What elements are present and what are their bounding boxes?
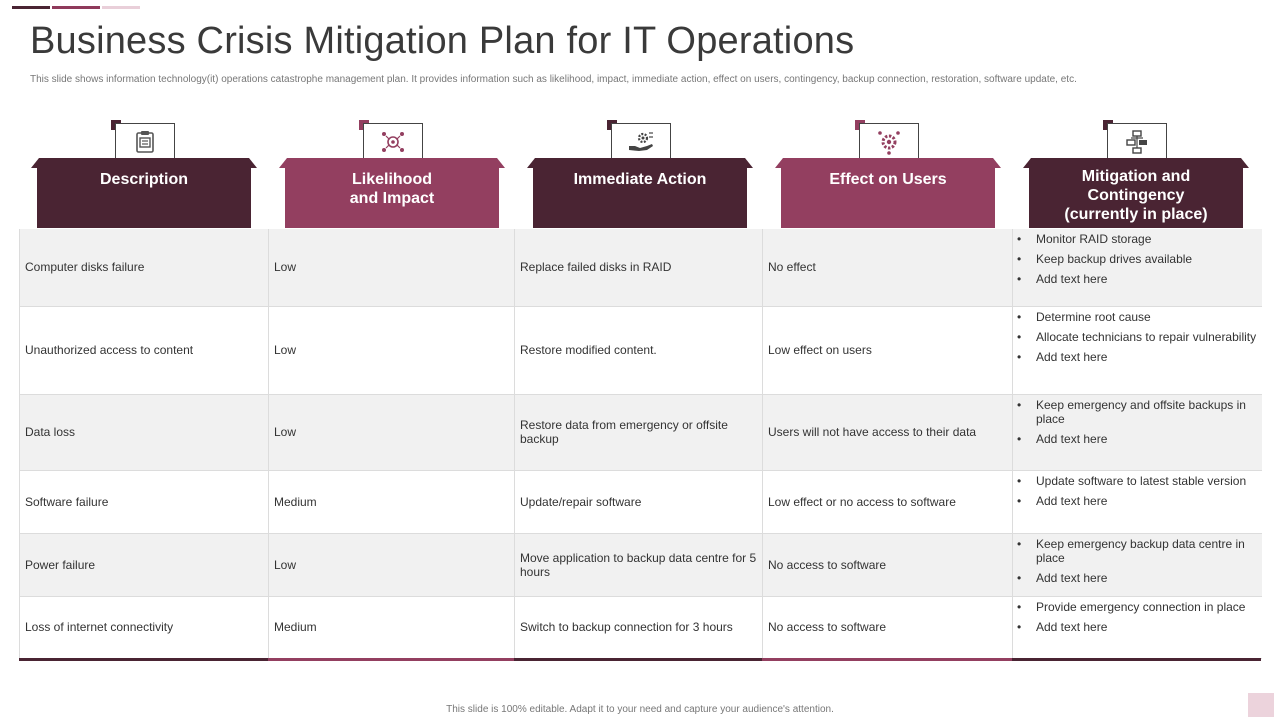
mitigation-list (1017, 310, 1260, 364)
border-segment (268, 658, 514, 661)
description-cell: Power failure (20, 533, 269, 596)
description-cell: Loss of internet connectivity (20, 596, 269, 658)
table-row (20, 533, 1262, 596)
accent-bar (12, 6, 50, 9)
virus-network-icon (380, 130, 406, 154)
border-segment (1012, 658, 1261, 661)
effect-cell: No access to software (763, 596, 1013, 658)
mitigation-list (1017, 537, 1260, 585)
mitigation-cell (1013, 470, 1262, 533)
likelihood-cell: Low (269, 394, 515, 470)
list-item: • Add text here (1017, 350, 1260, 364)
list-item: • Add text here (1017, 494, 1260, 508)
accent-bar (52, 6, 100, 9)
effect-cell: Low effect on users (763, 306, 1013, 394)
header-label: Immediate Action (533, 167, 747, 228)
mitigation-cell (1013, 533, 1262, 596)
action-cell: Move application to backup data centre for 5 hours (515, 533, 763, 596)
header-immediate-action (527, 120, 753, 228)
description-cell: Software failure (20, 470, 269, 533)
list-item: • Add text here (1017, 272, 1260, 286)
header-likelihood (279, 120, 505, 228)
accent-bar (102, 6, 140, 9)
table-row (20, 596, 1262, 658)
table-row (20, 229, 1262, 306)
icon-frame (1107, 123, 1167, 159)
table-row (20, 394, 1262, 470)
border-segment (762, 658, 1012, 661)
list-item: • Monitor RAID storage (1017, 232, 1260, 246)
likelihood-cell: Medium (269, 596, 515, 658)
effect-cell: No effect (763, 229, 1013, 306)
description-cell: Computer disks failure (20, 229, 269, 306)
mitigation-table (19, 229, 1262, 659)
action-cell: Restore modified content. (515, 306, 763, 394)
list-item: • Add text here (1017, 620, 1260, 634)
gear-users-icon (876, 129, 902, 155)
table-row (20, 470, 1262, 533)
likelihood-cell: Low (269, 306, 515, 394)
hand-gear-icon (627, 130, 655, 154)
table-row (20, 306, 1262, 394)
list-item: • Add text here (1017, 571, 1260, 585)
table-bottom-border (19, 658, 1261, 661)
mitigation-cell (1013, 394, 1262, 470)
top-accent-bars (12, 6, 142, 9)
list-item: • Determine root cause (1017, 310, 1260, 324)
mitigation-list (1017, 600, 1260, 634)
action-cell: Replace failed disks in RAID (515, 229, 763, 306)
header-mitigation (1023, 120, 1249, 228)
icon-frame (859, 123, 919, 159)
action-cell: Restore data from emergency or offsite backup (515, 394, 763, 470)
header-effect-on-users (775, 120, 1001, 228)
mitigation-list (1017, 474, 1260, 508)
list-item: • Keep emergency backup data centre in place (1017, 537, 1260, 565)
list-item: • Add text here (1017, 432, 1260, 446)
effect-cell: No access to software (763, 533, 1013, 596)
action-cell: Update/repair software (515, 470, 763, 533)
page-subtitle: This slide shows information technology(it) operations catastrophe management plan. It provides information such as likelihood, impact, immediate action, effect on users, contingency, backup connection, restoration, software update, etc. (30, 74, 1077, 85)
border-segment (19, 658, 268, 661)
icon-frame (115, 123, 175, 159)
header-label: Mitigation and Contingency (currently in place) (1029, 167, 1243, 228)
action-cell: Switch to backup connection for 3 hours (515, 596, 763, 658)
effect-cell: Low effect or no access to software (763, 470, 1013, 533)
mitigation-list (1017, 398, 1260, 446)
icon-frame (363, 123, 423, 159)
border-segment (514, 658, 762, 661)
page-title: Business Crisis Mitigation Plan for IT Operations (30, 20, 855, 62)
header-description (31, 120, 257, 228)
footer-note: This slide is 100% editable. Adapt it to your need and capture your audience's attention. (446, 704, 834, 715)
likelihood-cell: Low (269, 229, 515, 306)
header-label: Description (37, 167, 251, 228)
list-item: • Provide emergency connection in place (1017, 600, 1260, 614)
list-item: • Allocate technicians to repair vulnerability (1017, 330, 1260, 344)
mitigation-cell (1013, 306, 1262, 394)
mitigation-list (1017, 232, 1260, 286)
likelihood-cell: Low (269, 533, 515, 596)
description-cell: Data loss (20, 394, 269, 470)
mitigation-cell (1013, 596, 1262, 658)
header-label: Likelihood and Impact (285, 167, 499, 228)
header-label: Effect on Users (781, 167, 995, 228)
list-item: • Keep backup drives available (1017, 252, 1260, 266)
mitigation-cell (1013, 229, 1262, 306)
flowchart-icon (1125, 130, 1149, 154)
corner-decoration (1248, 693, 1274, 717)
description-cell: Unauthorized access to content (20, 306, 269, 394)
likelihood-cell: Medium (269, 470, 515, 533)
list-item: • Update software to latest stable version (1017, 474, 1260, 488)
effect-cell: Users will not have access to their data (763, 394, 1013, 470)
clipboard-icon (134, 130, 156, 154)
list-item: • Keep emergency and offsite backups in place (1017, 398, 1260, 426)
icon-frame (611, 123, 671, 159)
